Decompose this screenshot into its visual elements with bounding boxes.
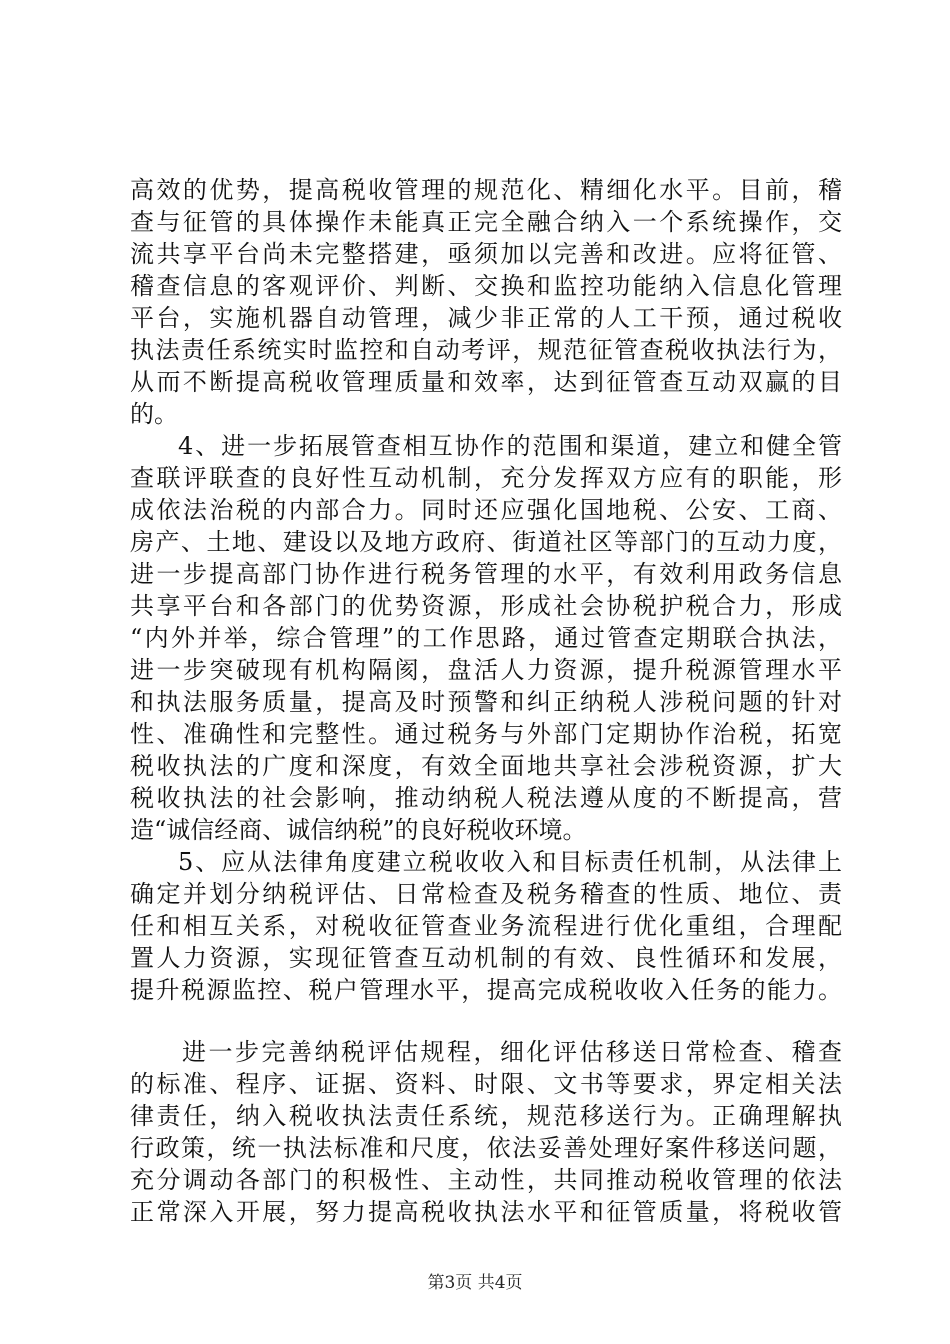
paragraph-6-first-line: 进一步完善纳税评估规程，细化评估移送日常检查、稽查 xyxy=(182,1038,842,1066)
body-text-line: 房产、土地、建设以及地方政府、街道社区等部门的互动力度， xyxy=(130,528,842,556)
page-number: 第3页 共4页 xyxy=(427,1273,523,1293)
body-text-line: 充分调动各部门的积极性、主动性，共同推动税收管理的依法 xyxy=(130,1166,842,1194)
body-text-line: 确定并划分纳税评估、日常检查及税务稽查的性质、地位、责 xyxy=(130,880,842,908)
body-text-line: 高效的优势，提高税收管理的规范化、精细化水平。目前，稽 xyxy=(130,176,842,204)
body-text-line: 任和相互关系，对税收征管查业务流程进行优化重组，合理配 xyxy=(130,912,842,940)
body-text-line: 和执法服务质量，提高及时预警和纠正纳税人涉税问题的针对 xyxy=(130,688,842,716)
body-text-line: 的标准、程序、证据、资料、时限、文书等要求，界定相关法 xyxy=(130,1070,842,1098)
body-text-line: 进一步提高部门协作进行税务管理的水平，有效利用政务信息 xyxy=(130,560,842,588)
body-text-line: 税收执法的社会影响，推动纳税人税法遵从度的不断提高，营 xyxy=(130,784,842,812)
body-text-line: 行政策，统一执法标准和尺度，依法妥善处理好案件移送问题， xyxy=(130,1134,842,1162)
body-text-line: 稽查信息的客观评价、判断、交换和监控功能纳入信息化管理 xyxy=(130,272,842,300)
body-text-line: 查与征管的具体操作未能真正完全融合纳入一个系统操作，交 xyxy=(130,208,842,236)
body-text-line: 性、准确性和完整性。通过税务与外部门定期协作治税，拓宽 xyxy=(130,720,842,748)
body-text-line: 从而不断提高税收管理质量和效率，达到征管查互动双赢的目 xyxy=(130,368,842,396)
paragraph-5-first-line: 5、应从法律角度建立税收收入和目标责任机制，从法律上 xyxy=(178,848,842,876)
body-text-line: 造“诚信经商、诚信纳税”的良好税收环境。 xyxy=(130,816,587,844)
body-text-line: 正常深入开展，努力提高税收执法水平和征管质量，将税收管 xyxy=(130,1198,842,1226)
body-text-line: 的。 xyxy=(130,400,178,428)
body-text-line: 律责任，纳入税收执法责任系统，规范移送行为。正确理解执 xyxy=(130,1102,842,1130)
body-text-line: 流共享平台尚未完整搭建，亟须加以完善和改进。应将征管、 xyxy=(130,240,842,268)
body-text-line: 查联评联查的良好性互动机制，充分发挥双方应有的职能，形 xyxy=(130,464,842,492)
body-text-line: 成依法治税的内部合力。同时还应强化国地税、公安、工商、 xyxy=(130,496,842,524)
body-text-line: 共享平台和各部门的优势资源，形成社会协税护税合力，形成 xyxy=(130,592,842,620)
body-text-line: 进一步突破现有机构隔阂，盘活人力资源，提升税源管理水平 xyxy=(130,656,842,684)
body-text-line: 执法责任系统实时监控和自动考评，规范征管查税收执法行为， xyxy=(130,336,842,364)
body-text-line: 提升税源监控、税户管理水平，提高完成税收收入任务的能力。 xyxy=(130,976,842,1004)
body-text-line: “内外并举，综合管理”的工作思路，通过管查定期联合执法， xyxy=(130,624,842,652)
body-text-line: 税收执法的广度和深度，有效全面地共享社会涉税资源，扩大 xyxy=(130,752,842,780)
body-text-line: 置人力资源，实现征管查互动机制的有效、良性循环和发展， xyxy=(130,944,842,972)
body-text-line: 平台，实施机器自动管理，减少非正常的人工干预，通过税收 xyxy=(130,304,842,332)
paragraph-4-first-line: 4、进一步拓展管查相互协作的范围和渠道，建立和健全管 xyxy=(178,432,842,460)
